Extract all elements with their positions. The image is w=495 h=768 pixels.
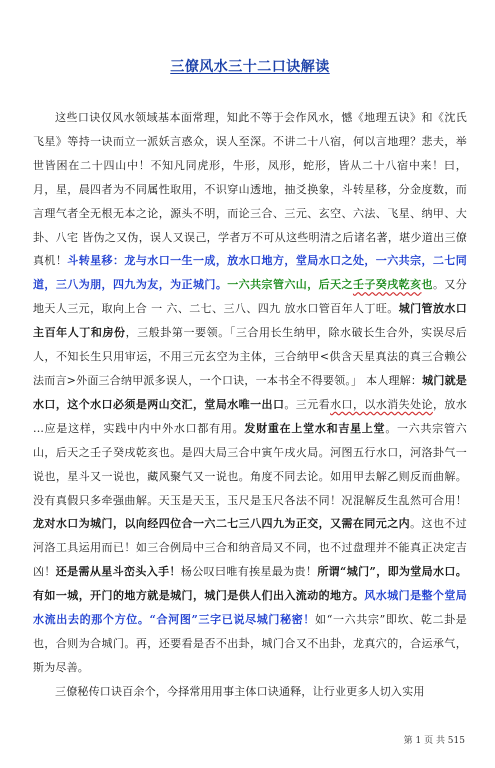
paragraph-1	[33, 106, 467, 680]
text-run: 如“一六共宗”即坎、乾二卦是也，合则为合城门。再，还要看是否不出卦，城门合又不出卦，龙真穴的，合运承气，斯为尽善。	[33, 613, 468, 674]
text-run: ，放水 ...应是这样，实践中内中外水口都有用。	[33, 397, 467, 435]
highlight-green-end: 也	[421, 278, 433, 292]
highlight-green: 一六共宗管六山，后天之	[227, 278, 353, 292]
document-title: 三僚风水三十二口诀解读	[170, 59, 330, 75]
text-run: 。这也不过河洛工具运用而已！如三合例局中三合和纳音局又不同，也不过盘理并不能真正决定吉凶！	[33, 517, 468, 579]
text-run: 。一六共宗管六山，后天之壬子癸戌乾亥也。是四大局三合中寅午戌火局。河图五行水口，河洛卦气一说也，星斗又一说也，藏风聚气又一说也。角度不同去论。如用甲去解乙则反而曲解。没有真假只多牵强曲解。天玉是天玉，玉尺是玉尺各法不同！况混解反生乱然可合用！	[33, 421, 467, 507]
page-footer: 第 1 页 共 515	[403, 736, 465, 746]
bold-run: 城门管放水口主百年人丁和房份	[33, 302, 467, 340]
bold-run: 发财重在上堂水和吉星上堂	[244, 421, 386, 435]
text-run: 。又分地天人三元，取向上合 一 六、二七、三八、四九 放水口管百年人丁旺。	[33, 278, 468, 316]
highlight-blue: 风水城门是整个堂局水流出去的那个方位。“合河图”三字已说尽城门秘密！	[33, 589, 467, 627]
bold-run: 还是需从星斗峦头入手！	[55, 565, 181, 579]
wavy-underline-run: 水口，以水消失处论	[330, 397, 433, 411]
bold-run: 所谓“城门”，即为堂局水口。有如一城，开门的地方就是城门，城门是供人们出入流动的地方。	[33, 565, 467, 603]
bold-run: 龙对水口为城门，以向经四位合一六二七三八四九为正交，又需在同元之内	[33, 517, 411, 531]
text-run: 这些口诀仅风水领域基本面常理，知此不等于会作风水，憾《地理五诀》和《沈氏飞星》等持一诀而立一派妖言惑众，误人至深。不讲二十八宿，何以言地理？悲夫，举世皆困在二十四山中！不知凡同虎形，牛形，凤形，蛇形，皆从二十八宿中来！曰，月，星，晨四者为不同属性取用，不识穿山透地，抽爻换象，斗转星移，分金度数，而言理气者全无根无本之论，源头不明，而论三合、三元、玄空、六法、飞星、纳甲、大卦、八宅 皆伪之又伪，误人又误己，学者万不可从这些明清之后诸名著，堪少道出三僚真机！	[33, 111, 467, 268]
paragraph-2: 三僚秘传口诀百余个，今择常用用事主体口诀通释，让行业更多人切入实用	[55, 684, 425, 698]
bold-run: 城门就是水口，这个水口必须是两山交汇，堂局水唯一出口	[33, 373, 467, 411]
highlight-green-wavy: 壬子癸戌乾亥	[352, 278, 422, 292]
highlight-blue: 斗转星移：龙与水口一生一成，放水口地方，堂局水口之处，一六共宗，二七同道，三八为朋，四九为友，为正城门。	[33, 254, 467, 292]
text-run: 。三元看	[284, 397, 331, 411]
text-run: ，三般卦第一要领。「三合用长生纳甲，除水破长生合外，实误尽后人，不知长生只用审运，不用三元玄空为主体，三合纳甲<供含天星真法的真三合赖公法而言>外面三合纳甲派多误人，一个口诀，一本书全不得要领。」 本人理解：	[33, 326, 467, 387]
document-body	[33, 106, 467, 704]
text-run: 杨公叹曰唯有挨星最为贵！	[180, 565, 318, 579]
